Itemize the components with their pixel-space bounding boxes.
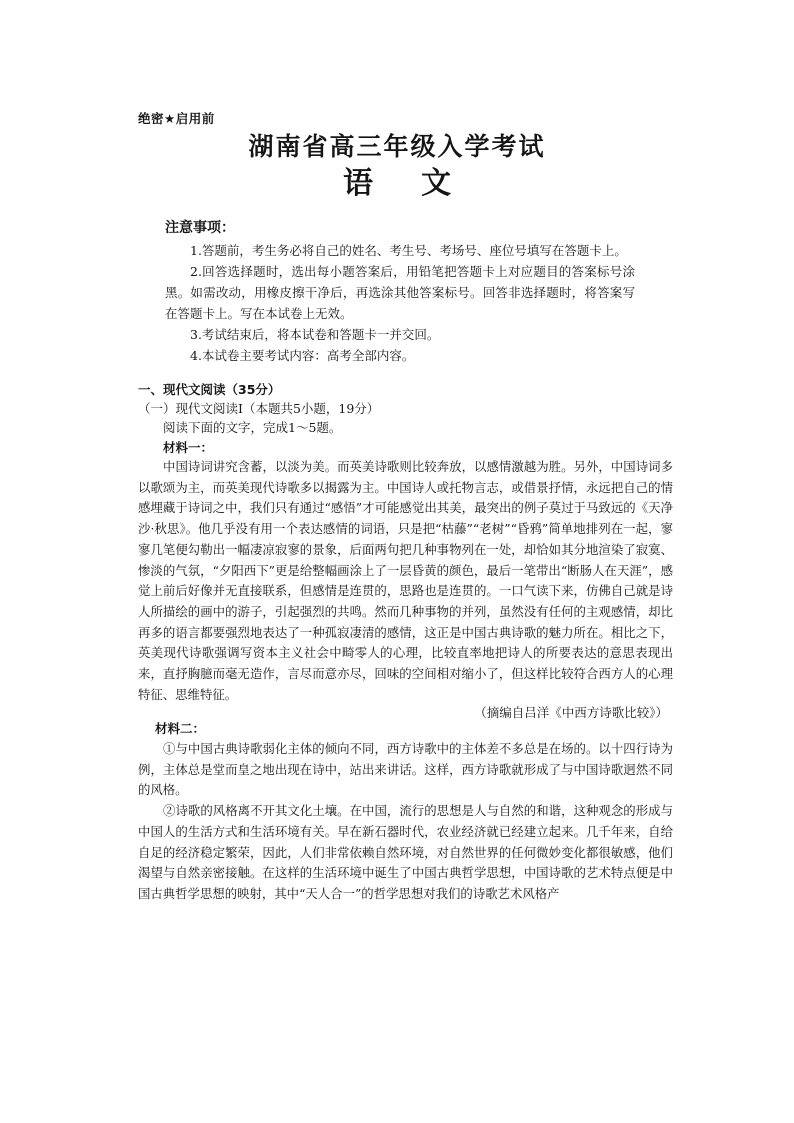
notice-heading: 注意事项：	[165, 220, 235, 236]
material2-paragraph-2: ②诗歌的风格离不开其文化土壤。在中国，流行的思想是人与自然的和谐，这种观念的形成与中国人的生活方式和生活环境有关。早在新石器时代，农业经济就已经建立起来。几千年来，自给自足的经济稳定繁荣，因此，人们非常依赖自然环境，对自然世界的任何微妙变化都很敏感，他们渴望与自然亲密接触。在这样的生活环境中诞生了中国古典哲学思想，中国诗歌的艺术特点便是中国古典哲学思想的映射，其中“天人合一”的哲学思想对我们的诗歌艺术风格产	[138, 803, 673, 901]
material1-label: 材料一：	[163, 440, 214, 455]
material1-source: （摘编自吕洋《中西方诗歌比较》）	[474, 705, 668, 720]
section-heading: 一、现代文阅读（35分）	[138, 382, 281, 397]
material2-paragraph-1: ①与中国古典诗歌弱化主体的倾向不同，西方诗歌中的主体差不多总是在场的。以十四行诗为例，主体总是堂而皇之地出现在诗中，站出来讲话。这样，西方诗歌就形成了与中国诗歌迥然不同的风格。	[138, 741, 673, 798]
subject-title: 语文	[343, 166, 499, 201]
reading-instruction: 阅读下面的文字，完成1～5题。	[163, 420, 342, 435]
material2-label: 材料二：	[155, 721, 206, 736]
secret-label: 绝密★启用前	[138, 111, 215, 126]
notice-item-1: 1.答题前，考生务必将自己的姓名、考生号、考场号、座位号填写在答题卡上。	[190, 243, 627, 258]
material1-text-block	[138, 457, 673, 705]
page-title: 湖南省高三年级入学考试	[248, 132, 546, 161]
notice-item-2: 2.回答选择题时，选出每小题答案后，用铅笔把答题卡上对应题目的答案标号涂黑。如需改动，用橡皮擦干净后，再选涂其他答案标号。回答非选择题时，将答案写在答题卡上。写在本试卷上无效。	[165, 264, 635, 321]
notice-list	[165, 240, 635, 366]
material1-paragraph: 中国诗词讲究含蓄，以淡为美。而英美诗歌则比较奔放，以感情激越为胜。另外，中国诗词多以歌颂为主，而英美现代诗歌多以揭露为主。中国诗人或托物言志，或借景抒情，永远把自己的情感埋藏于诗词之中，我们只有通过“感悟”才可能感觉出其美，最突出的例子莫过于马致远的《天净沙·秋思》。他几乎没有用一个表达感情的词语，只是把“枯藤”“老树”“昏鸦”简单地排列在一起，寥寥几笔便勾勒出一幅凄凉寂寥的景象，后面两句把几种事物列在一处，却恰如其分地渲染了寂寞、惨淡的气氛，“夕阳西下”更是给整幅画涂上了一层昏黄的颜色，最后一笔带出“断肠人在天涯”，感觉上前后好像并无直接联系，但感情是连贯的，思路也是连贯的。一口气读下来，仿佛自己就是诗人所描绘的画中的游子，引起强烈的共鸣。然而几种事物的并列，虽然没有任何的主观感情，却比再多的语言都要强烈地表达了一种孤寂凄清的感情，这正是中国古典诗歌的魅力所在。相比之下，英美现代诗歌强调写资本主义社会中畸零人的心理，比较直率地把诗人的所要表达的意思表现出来，直抒胸臆而毫无造作，言尽而意亦尽，回味的空间相对缩小了，但这样比较符合西方人的心理特征、思维特征。	[138, 459, 673, 702]
material2-text-block	[138, 739, 673, 905]
sub-section-heading: （一）现代文阅读Ⅰ（本题共5小题，19分）	[138, 401, 380, 416]
notice-item-3: 3.考试结束后，将本试卷和答题卡一并交回。	[190, 327, 440, 342]
notice-item-4: 4.本试卷主要考试内容：高考全部内容。	[190, 348, 415, 363]
